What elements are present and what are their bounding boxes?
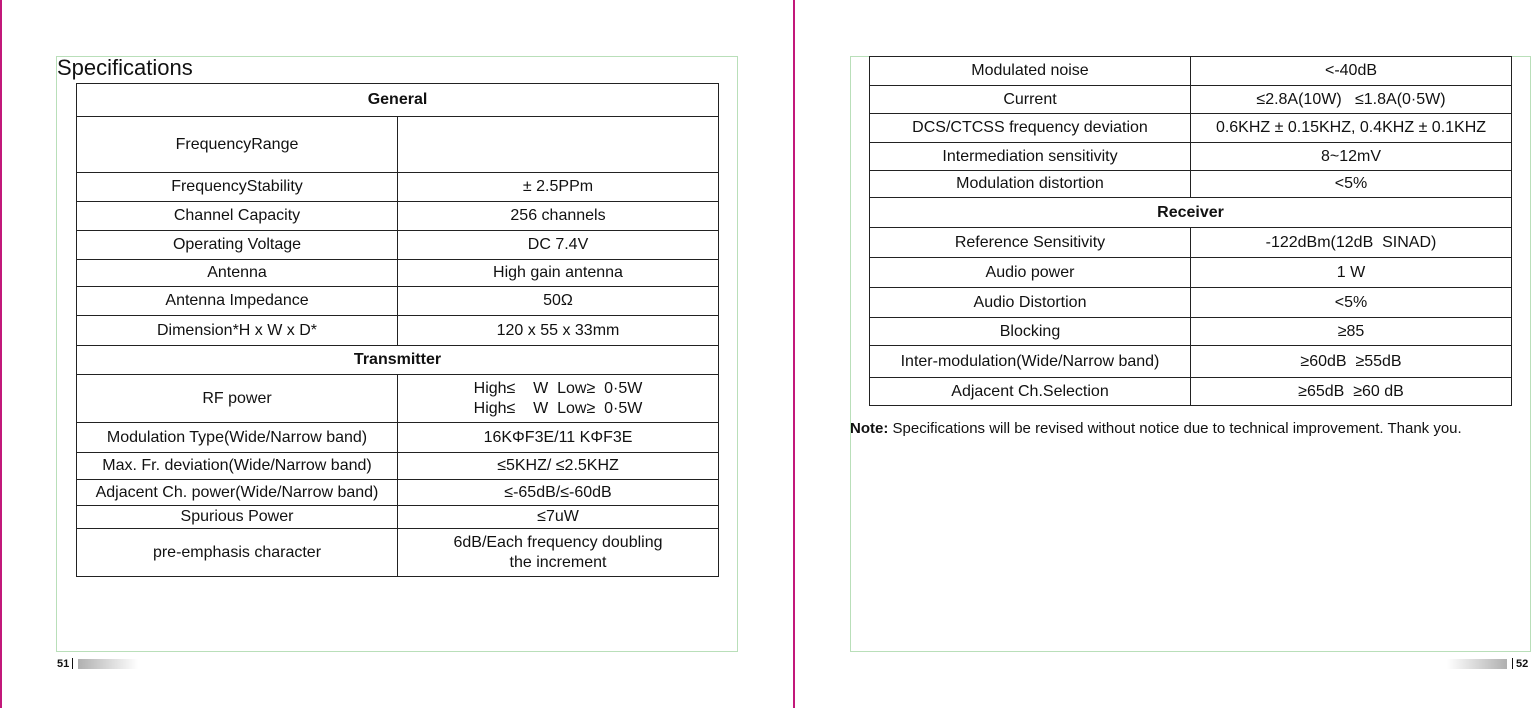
spec-label: Intermediation sensitivity — [870, 143, 1191, 171]
table-row — [870, 378, 1512, 406]
rf-power-line-2: High≤ W Low≥ 0·5W — [473, 399, 643, 417]
preemphasis-line-1: 6dB/Each frequency doubling — [453, 533, 663, 551]
table-row — [870, 57, 1512, 86]
general-header: General — [77, 84, 719, 117]
page-number-left: 51 — [57, 658, 70, 670]
spec-label: pre-emphasis character — [77, 529, 398, 577]
spec-value — [398, 529, 719, 577]
spec-label: Antenna Impedance — [77, 287, 398, 316]
spec-value: <5% — [1191, 288, 1512, 318]
table-row — [77, 506, 719, 529]
spec-value — [398, 117, 719, 173]
table-row — [77, 316, 719, 346]
spec-label: Audio Distortion — [870, 288, 1191, 318]
table-row — [870, 171, 1512, 198]
spec-label: Reference Sensitivity — [870, 228, 1191, 258]
spec-value: DC 7.4V — [398, 231, 719, 260]
spec-value: 1 W — [1191, 258, 1512, 288]
spec-label: Adjacent Ch.Selection — [870, 378, 1191, 406]
spec-value: 120 x 55 x 33mm — [398, 316, 719, 346]
spec-label: DCS/CTCSS frequency deviation — [870, 114, 1191, 143]
spec-label: RF power — [77, 375, 398, 423]
page-title: Specifications — [57, 55, 193, 80]
spec-label: Modulation distortion — [870, 171, 1191, 198]
note-body: Specifications will be revised without notice due to technical improvement. Thank you. — [892, 420, 1462, 437]
table-row — [77, 287, 719, 316]
table-row — [77, 529, 719, 577]
table-row — [77, 202, 719, 231]
spec-value: High gain antenna — [398, 260, 719, 287]
page-number-right: 52 — [1516, 658, 1529, 670]
spec-value: 0.6KHZ ± 0.15KHZ, 0.4KHZ ± 0.1KHZ — [1191, 114, 1512, 143]
rf-power-line-1: High≤ W Low≥ 0·5W — [473, 379, 643, 397]
preemphasis-line-2: the increment — [509, 553, 607, 571]
transmitter-header: Transmitter — [77, 346, 719, 375]
page-bar-left — [78, 659, 138, 669]
spec-value: ≥60dB ≥55dB — [1191, 346, 1512, 378]
spec-value: ≤5KHZ/ ≤2.5KHZ — [398, 453, 719, 480]
table-row — [77, 480, 719, 506]
table-row — [870, 143, 1512, 171]
spec-label: Current — [870, 86, 1191, 114]
spec-label: Inter-modulation(Wide/Narrow band) — [870, 346, 1191, 378]
table-row — [77, 260, 719, 287]
table-row — [870, 86, 1512, 114]
spec-value: <-40dB — [1191, 57, 1512, 86]
spec-value: 256 channels — [398, 202, 719, 231]
spec-value: ≤2.8A(10W) ≤1.8A(0·5W) — [1191, 86, 1512, 114]
spec-value: 8~12mV — [1191, 143, 1512, 171]
spec-label: Max. Fr. deviation(Wide/Narrow band) — [77, 453, 398, 480]
spec-value: ≥85 — [1191, 318, 1512, 346]
table-row — [77, 453, 719, 480]
spec-value: ≥65dB ≥60 dB — [1191, 378, 1512, 406]
section-header-row — [77, 346, 719, 375]
spec-label: Operating Voltage — [77, 231, 398, 260]
page-spine — [793, 0, 795, 708]
table-row — [77, 423, 719, 453]
spec-label: Modulation Type(Wide/Narrow band) — [77, 423, 398, 453]
note-label: Note: — [850, 420, 889, 437]
spec-label: Modulated noise — [870, 57, 1191, 86]
table-row — [77, 375, 719, 423]
table-row — [870, 318, 1512, 346]
spec-label: Antenna — [77, 260, 398, 287]
spec-label: Channel Capacity — [77, 202, 398, 231]
spec-value — [398, 375, 719, 423]
table-row — [870, 228, 1512, 258]
table-row — [77, 117, 719, 173]
table-row — [870, 258, 1512, 288]
spec-label: Dimension*H x W x D* — [77, 316, 398, 346]
spec-value: 16KΦF3E/11 KΦF3E — [398, 423, 719, 453]
spec-table-right — [869, 56, 1512, 406]
page-number-left-sep — [72, 658, 73, 669]
spec-value: ≤-65dB/≤-60dB — [398, 480, 719, 506]
table-row — [870, 346, 1512, 378]
note-text — [850, 419, 1462, 439]
spec-value: ± 2.5PPm — [398, 173, 719, 202]
spec-value: ≤7uW — [398, 506, 719, 529]
section-header-row — [77, 84, 719, 117]
spec-value: 50Ω — [398, 287, 719, 316]
table-row — [870, 288, 1512, 318]
spec-label: FrequencyStability — [77, 173, 398, 202]
table-row — [77, 231, 719, 260]
section-header-row — [870, 198, 1512, 228]
page-number-right-sep — [1512, 658, 1513, 669]
spec-label: Spurious Power — [77, 506, 398, 529]
spec-value: <5% — [1191, 171, 1512, 198]
receiver-header: Receiver — [870, 198, 1512, 228]
spec-label: Audio power — [870, 258, 1191, 288]
spec-table-left — [76, 83, 719, 577]
table-row — [870, 114, 1512, 143]
spec-label: Adjacent Ch. power(Wide/Narrow band) — [77, 480, 398, 506]
left-page-edge — [0, 0, 2, 708]
page-bar-right — [1447, 659, 1507, 669]
spec-label: Blocking — [870, 318, 1191, 346]
spec-value: -122dBm(12dB SINAD) — [1191, 228, 1512, 258]
table-row — [77, 173, 719, 202]
spec-label: FrequencyRange — [77, 117, 398, 173]
